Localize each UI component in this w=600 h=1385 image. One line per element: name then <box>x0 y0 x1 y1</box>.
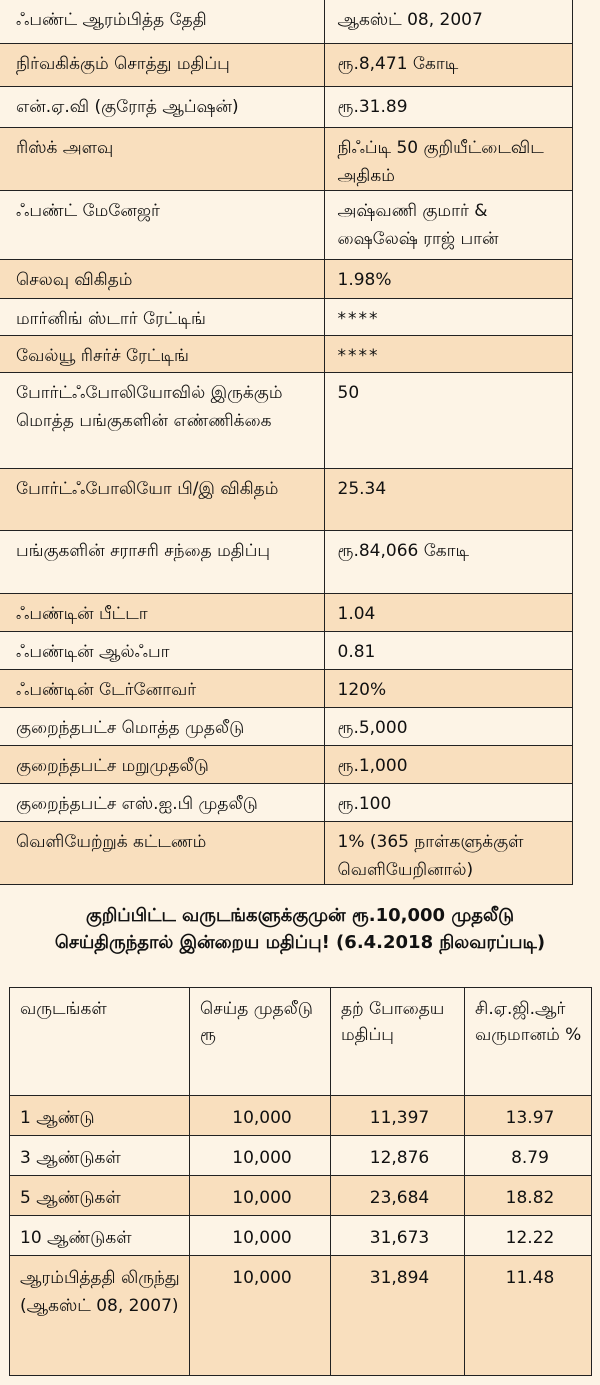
current-value-cell: 23,684 <box>331 1176 465 1216</box>
current-value-cell: 31,894 <box>331 1256 465 1376</box>
detail-value: ரூ.8,471 கோடி <box>324 43 572 86</box>
cagr-cell: 18.82 <box>465 1176 592 1216</box>
detail-value: 1% (365 நாள்களுக்குள் வெளியேறினால்) <box>324 821 572 884</box>
column-header: சி.ஏ.ஜி.ஆர் வருமானம் % <box>465 988 592 1096</box>
returns-table <box>9 987 592 1376</box>
invested-cell: 10,000 <box>190 1136 331 1176</box>
table-row <box>0 86 572 127</box>
detail-label: ஃபண்டின் டேர்னோவர் <box>0 669 324 707</box>
detail-label: பங்குகளின் சராசரி சந்தை மதிப்பு <box>0 530 324 593</box>
column-header: வருடங்கள் <box>10 988 190 1096</box>
period-cell: 10 ஆண்டுகள் <box>10 1216 190 1256</box>
cagr-cell: 13.97 <box>465 1096 592 1136</box>
table-header-row <box>10 988 592 1096</box>
detail-label: ஃபண்ட் மேனேஜர் <box>0 190 324 259</box>
table-row <box>10 1136 592 1176</box>
table-row <box>0 821 572 884</box>
caption-line-1: குறிப்பிட்ட வருடங்களுக்குமுன் ரூ.10,000 முதலீடு <box>85 905 515 926</box>
detail-value: ரூ.84,066 கோடி <box>324 530 572 593</box>
detail-label: போர்ட்ஃபோலியோவில் இருக்கும் மொத்த பங்குகளின் எண்ணிக்கை <box>0 372 324 468</box>
table-row <box>0 190 572 259</box>
table-row <box>0 783 572 821</box>
detail-value: 120% <box>324 669 572 707</box>
invested-cell: 10,000 <box>190 1096 331 1136</box>
period-cell: 3 ஆண்டுகள் <box>10 1136 190 1176</box>
table-row <box>0 335 572 372</box>
column-header: செய்த முதலீடு ரூ <box>190 988 331 1096</box>
detail-label: குறைந்தபட்ச எஸ்.ஐ.பி முதலீடு <box>0 783 324 821</box>
detail-value: 1.04 <box>324 593 572 631</box>
detail-label: ஃபண்ட் ஆரம்பித்த தேதி <box>0 0 324 43</box>
detail-value: 50 <box>324 372 572 468</box>
detail-label: ஃபண்டின் ஆல்ஃபா <box>0 631 324 669</box>
current-value-cell: 12,876 <box>331 1136 465 1176</box>
table-row <box>0 298 572 335</box>
cagr-cell: 11.48 <box>465 1256 592 1376</box>
detail-value: ரூ.5,000 <box>324 707 572 745</box>
table-row <box>0 745 572 783</box>
table-row <box>0 530 572 593</box>
detail-value: ஆகஸ்ட் 08, 2007 <box>324 0 572 43</box>
detail-value: 1.98% <box>324 259 572 298</box>
detail-label: வெளியேற்றுக் கட்டணம் <box>0 821 324 884</box>
detail-label: ஃபண்டின் பீட்டா <box>0 593 324 631</box>
period-cell: 1 ஆண்டு <box>10 1096 190 1136</box>
detail-label: என்.ஏ.வி (குரோத் ஆப்ஷன்) <box>0 86 324 127</box>
detail-value: 0.81 <box>324 631 572 669</box>
detail-label: குறைந்தபட்ச மறுமுதலீடு <box>0 745 324 783</box>
caption-line-2: செய்திருந்தால் இன்றைய மதிப்பு! (6.4.2018 நிலவரப்படி) <box>54 932 546 953</box>
table-row <box>0 372 572 468</box>
detail-label: ரிஸ்க் அளவு <box>0 127 324 190</box>
period-cell: ஆரம்பித்ததி லிருந்து (ஆகஸ்ட் 08, 2007) <box>10 1256 190 1376</box>
detail-value: 25.34 <box>324 468 572 530</box>
cagr-cell: 8.79 <box>465 1136 592 1176</box>
invested-cell: 10,000 <box>190 1216 331 1256</box>
morningstar-rating: **** <box>324 298 572 335</box>
table-row <box>0 0 572 43</box>
table-row <box>0 631 572 669</box>
detail-value: அஷ்வணி குமார் & ஷைலேஷ் ராஜ் பான் <box>324 190 572 259</box>
table-row <box>0 707 572 745</box>
value-research-rating: **** <box>324 335 572 372</box>
detail-value: ரூ.31.89 <box>324 86 572 127</box>
table-row <box>0 127 572 190</box>
detail-label: போர்ட்ஃபோலியோ பி/இ விகிதம் <box>0 468 324 530</box>
detail-label: செலவு விகிதம் <box>0 259 324 298</box>
table-row <box>10 1256 592 1376</box>
table-row <box>0 593 572 631</box>
table-row <box>10 1176 592 1216</box>
invested-cell: 10,000 <box>190 1256 331 1376</box>
period-cell: 5 ஆண்டுகள் <box>10 1176 190 1216</box>
detail-label: நிர்வகிக்கும் சொத்து மதிப்பு <box>0 43 324 86</box>
cagr-cell: 12.22 <box>465 1216 592 1256</box>
table-row <box>10 1216 592 1256</box>
table-row <box>0 259 572 298</box>
detail-label: வேல்யூ ரிசர்ச் ரேட்டிங் <box>0 335 324 372</box>
detail-value: ரூ.1,000 <box>324 745 572 783</box>
returns-caption <box>0 902 600 956</box>
detail-value: நிஃப்டி 50 குறியீட்டைவிட அதிகம் <box>324 127 572 190</box>
invested-cell: 10,000 <box>190 1176 331 1216</box>
table-row <box>0 43 572 86</box>
table-row <box>10 1096 592 1136</box>
current-value-cell: 31,673 <box>331 1216 465 1256</box>
current-value-cell: 11,397 <box>331 1096 465 1136</box>
column-header: தற் போதைய மதிப்பு <box>331 988 465 1096</box>
detail-value: ரூ.100 <box>324 783 572 821</box>
detail-label: குறைந்தபட்ச மொத்த முதலீடு <box>0 707 324 745</box>
table-row <box>0 468 572 530</box>
table-row <box>0 669 572 707</box>
detail-label: மார்னிங் ஸ்டார் ரேட்டிங் <box>0 298 324 335</box>
